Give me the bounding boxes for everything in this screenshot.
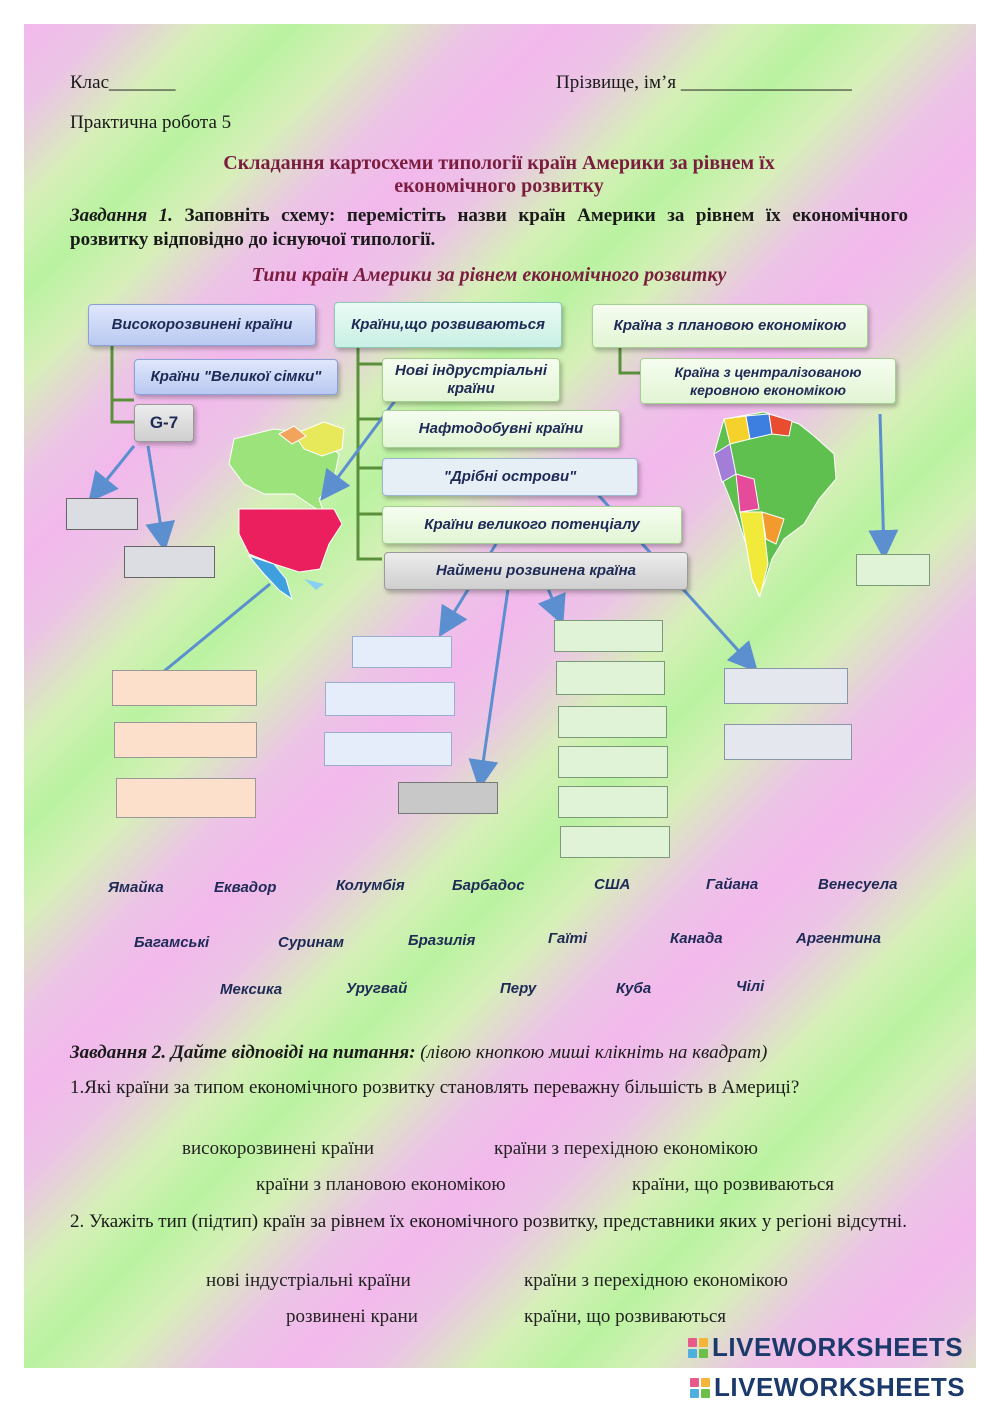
task2-label: Завдання 2. Дайте відповіді на питання: [70, 1042, 416, 1063]
answer-slot-islands-1[interactable] [724, 668, 848, 704]
q2-option-2[interactable]: країни з перехідною економікою [524, 1270, 788, 1291]
g7-box: G-7 [134, 404, 194, 442]
word-cuba[interactable]: Куба [616, 980, 652, 997]
task2-hint: (лівою кнопкою миші клікніть на квадрат) [415, 1042, 768, 1063]
word-canada[interactable]: Канада [670, 930, 723, 947]
word-chile[interactable]: Чілі [736, 978, 765, 995]
work-label: Практична робота 5 [70, 112, 232, 133]
answer-slot-islands-2[interactable] [724, 724, 852, 760]
word-suriname[interactable]: Суринам [278, 934, 344, 951]
diagram-subtitle: Типи країн Америки за рівнем економічного розвитку [251, 264, 727, 286]
word-colombia[interactable]: Колумбія [336, 877, 405, 894]
north-america-map [229, 422, 344, 599]
answer-slot-potential-3[interactable] [558, 706, 667, 738]
word-ecuador[interactable]: Еквадор [214, 879, 277, 896]
question-2: 2. Укажіть тип (підтип) країн за рівнем їх економічного розвитку, представники яких у регіоні відсутні. [70, 1211, 907, 1232]
new-industrial-box: Нові індрустріальні країни [382, 358, 560, 402]
word-uruguay[interactable]: Уругвай [346, 980, 408, 997]
word-argentina[interactable]: Аргентина [796, 930, 881, 947]
word-guyana[interactable]: Гайана [706, 876, 759, 893]
word-haiti[interactable]: Гаїті [548, 930, 588, 947]
developing-countries-box: Країни,що розвиваються [334, 302, 562, 348]
task1-label: Завдання 1. [70, 205, 173, 226]
word-barbados[interactable]: Барбадос [452, 877, 525, 894]
page-title-line2: економічного розвитку [394, 175, 604, 197]
big-seven-box: Країни "Великої сімки" [134, 359, 338, 395]
brand-mark-icon [688, 1338, 708, 1358]
oil-countries-box: Нафтодобувні країни [382, 410, 620, 448]
answer-slot-industrial-2[interactable] [325, 682, 455, 716]
brand-logo-inner [688, 1332, 963, 1363]
answer-slot-least[interactable] [398, 782, 498, 814]
q1-option-4[interactable]: країни, що розвиваються [632, 1174, 835, 1195]
answer-slot-g7-2[interactable] [124, 546, 215, 578]
q1-option-3[interactable]: країни з плановою економікою [256, 1174, 506, 1195]
task2-heading [70, 1042, 930, 1064]
answer-slot-potential-5[interactable] [558, 786, 668, 818]
answer-slot-developed-2[interactable] [114, 722, 257, 758]
word-brazil[interactable]: Бразилія [408, 932, 476, 949]
class-label: Клас_______ [70, 72, 176, 93]
name-label: Прізвище, ім’я __________________ [556, 72, 852, 93]
small-islands-box: "Дрібні острови" [382, 458, 638, 496]
word-jamaica[interactable]: Ямайка [108, 879, 164, 896]
answer-slot-developed-3[interactable] [116, 778, 256, 818]
q1-option-2[interactable]: країни з перехідною економікою [494, 1138, 758, 1159]
word-peru[interactable]: Перу [500, 980, 537, 997]
task1-body: Заповніть схему: перемістіть назви країн Америки за рівнем їх економічного розвитку відповідно до існуючої типології. [70, 205, 908, 250]
word-bahamas[interactable]: Багамські [134, 934, 210, 951]
answer-slot-g7-1[interactable] [66, 498, 138, 530]
q1-option-1[interactable]: високорозвинені країни [182, 1138, 375, 1159]
page-title-line1: Складання картосхеми типології країн Америки за рівнем їх [223, 152, 775, 174]
big-potential-box: Країни великого потенціалу [382, 506, 682, 544]
brand-name: LIVEWORKSHEETS [712, 1332, 964, 1362]
south-america-map [714, 412, 836, 596]
least-developed-box: Наймени розвинена країна [384, 552, 688, 590]
answer-slot-potential-4[interactable] [558, 746, 668, 778]
answer-slot-potential-1[interactable] [554, 620, 663, 652]
word-usa[interactable]: США [594, 876, 631, 893]
answer-slot-potential-6[interactable] [560, 826, 670, 858]
q2-option-1[interactable]: нові індустріальні країни [206, 1270, 411, 1291]
question-1: 1.Які країни за типом економічного розвитку становлять переважну більшість в Америці? [70, 1077, 800, 1098]
answer-slot-potential-2[interactable] [556, 661, 665, 695]
brand-name-footer: LIVEWORKSHEETS [714, 1372, 966, 1402]
answer-slot-industrial-1[interactable] [352, 636, 452, 668]
q2-option-3[interactable]: розвинені крани [286, 1306, 418, 1327]
brand-logo-footer[interactable] [690, 1372, 965, 1403]
answer-slot-planned[interactable] [856, 554, 930, 586]
worksheet-page [24, 24, 976, 1368]
planned-economy-box: Країна з плановою економікою [592, 304, 868, 348]
developed-countries-box: Високорозвинені країни [88, 304, 316, 346]
brand-mark-icon [690, 1378, 710, 1398]
word-mexico[interactable]: Мексика [220, 981, 283, 998]
centralized-economy-box: Країна з централізованою керовною економікою [640, 358, 896, 404]
word-venezuela[interactable]: Венесуела [818, 876, 898, 893]
answer-slot-developed-1[interactable] [112, 670, 257, 706]
answer-slot-industrial-3[interactable] [324, 732, 452, 766]
q2-option-4[interactable]: країни, що розвиваються [524, 1306, 727, 1327]
